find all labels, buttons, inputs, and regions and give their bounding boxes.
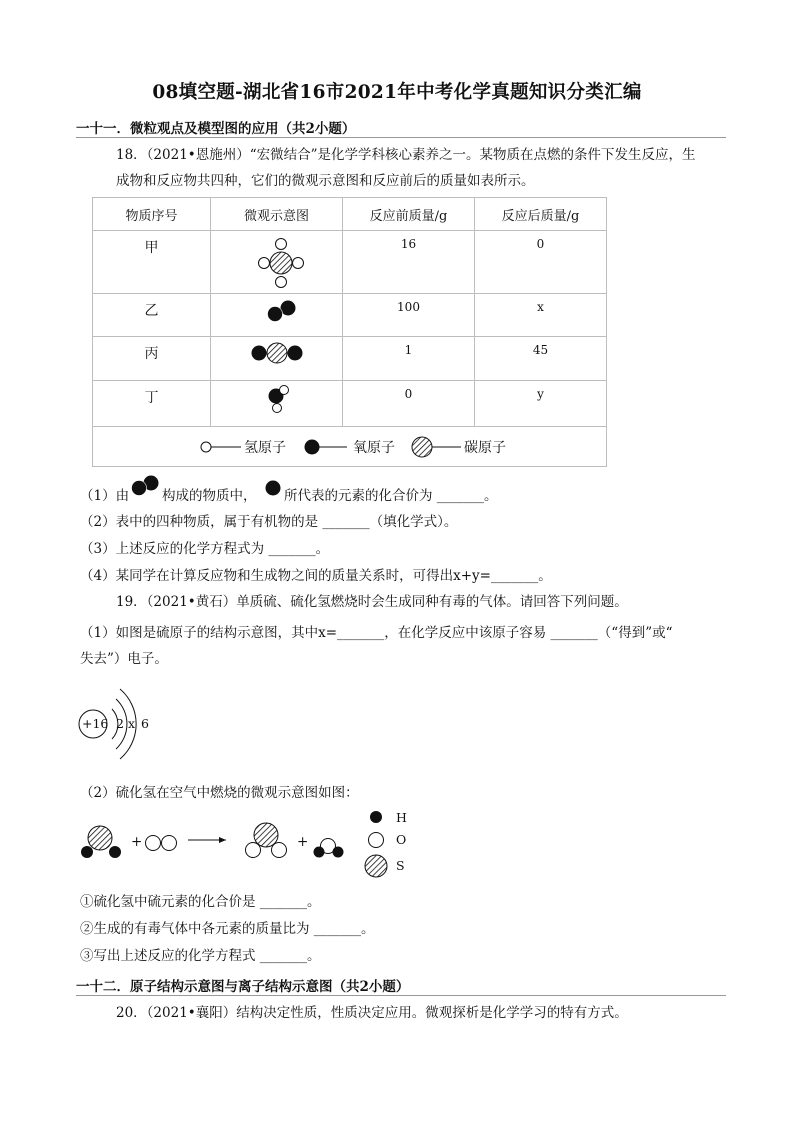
hydrogen-atom-icon	[293, 258, 304, 269]
q18-part4: （4）某同学在计算反应物和生成物之间的质量关系时，可得出x+y=_______。	[80, 568, 552, 584]
mass-before: 100	[397, 300, 420, 314]
mass-before: 16	[400, 237, 417, 251]
plus-sign: +	[297, 834, 309, 850]
q19-stem: 19．（2021•黄石）单质硫、硫化氢燃烧时会生成同种有毒的气体。请回答下列问题。	[116, 594, 628, 610]
section-heading-12: 一十二．原子结构示意图与离子结构示意图（共2小题）	[76, 979, 410, 995]
oxygen-atom-icon	[146, 836, 161, 851]
section-heading-11: 一十一．微粒观点及模型图的应用（共2小题）	[76, 121, 356, 137]
legend-label: O	[396, 832, 407, 847]
hydrogen-atom-icon	[333, 847, 344, 858]
shell-electron-count: x	[128, 716, 136, 731]
mass-after: y	[537, 387, 544, 401]
carbon-dioxide-molecule-diagram	[211, 337, 342, 380]
carbon-legend-icon	[411, 435, 463, 459]
mass-after: 45	[532, 343, 549, 357]
substance-name: 甲	[144, 240, 159, 256]
nucleus-charge: +16	[82, 716, 109, 731]
oxygen-atom-icon	[246, 843, 261, 858]
hydrogen-atom-icon	[314, 847, 325, 858]
hydrogen-atom-icon	[280, 386, 289, 395]
oxygen-molecule-icon	[126, 471, 162, 499]
sulfur-atom-icon	[254, 823, 278, 847]
hydrogen-atom-icon	[109, 846, 121, 858]
legend-label: 氢原子	[244, 439, 286, 456]
hydrogen-legend-icon	[199, 437, 245, 457]
q19-part2: （2）硫化氢在空气中燃烧的微观示意图如图：	[80, 785, 359, 801]
oxygen-legend-icon	[303, 437, 349, 457]
hydrogen-atom-icon	[81, 846, 93, 858]
q19-sub2: ②生成的有毒气体中各元素的质量比为 _______。	[80, 921, 375, 937]
carbon-atom-icon	[267, 343, 287, 363]
hydrogen-atom-icon	[259, 258, 270, 269]
substance-name: 丙	[144, 346, 159, 362]
substance-name: 丁	[144, 390, 159, 406]
oxygen-atom-icon	[288, 346, 303, 361]
q19-part1-line2: 失去”）电子。	[80, 651, 168, 667]
mass-after: x	[537, 300, 544, 314]
sulfur-legend-icon	[365, 855, 387, 877]
table-row	[93, 231, 607, 294]
legend-label: 氧原子	[353, 439, 395, 456]
header-cell: 微观示意图	[211, 198, 343, 231]
oxygen-atom-icon	[268, 307, 283, 322]
legend-label: 碳原子	[464, 439, 506, 456]
q18-part1-suffix: 所代表的元素的化合价为 _______。	[284, 488, 498, 504]
hydrogen-atom-icon	[276, 277, 287, 288]
q18-part1-middle: 构成的物质中，	[162, 488, 257, 504]
methane-molecule-diagram	[211, 231, 342, 293]
atom-legend	[93, 428, 606, 466]
q19-part1-line1: （1）如图是硫原子的结构示意图，其中x=_______，在化学反应中该原子容易 _______（“得到”或“	[80, 625, 673, 641]
mass-after: 0	[536, 237, 545, 251]
page-title: 08填空题-湖北省16市2021年中考化学真题知识分类汇编	[152, 82, 642, 103]
oxygen-atom-icon	[162, 836, 177, 851]
reaction-micro-diagram	[76, 810, 436, 880]
mass-table	[92, 197, 607, 467]
substance-name: 乙	[144, 303, 159, 319]
mass-before: 0	[404, 387, 413, 401]
header-cell: 反应后质量/g	[475, 198, 607, 231]
q20-stem: 20．（2021•襄阳）结构决定性质，性质决定应用。微观探析是化学学习的特有方式。	[116, 1005, 628, 1021]
q19-sub3: ③写出上述反应的化学方程式 _______。	[80, 948, 321, 964]
mass-before: 1	[404, 343, 413, 357]
shell-electron-count: 2	[116, 716, 124, 731]
water-molecule-diagram	[211, 381, 342, 426]
q18-part1-prefix: （1）由	[80, 488, 130, 504]
hydrogen-atom-icon	[273, 404, 282, 413]
oxygen-atom-icon	[252, 346, 267, 361]
legend-label: H	[396, 810, 407, 825]
table-header-row	[93, 198, 607, 231]
plus-sign: +	[131, 834, 143, 850]
oxygen-legend-icon	[369, 833, 384, 848]
q18-stem-line2: 成物和反应物共四种，它们的微观示意图和反应前后的质量如表所示。	[116, 173, 535, 189]
legend-label: S	[396, 858, 405, 873]
oxygen-molecule-diagram	[211, 294, 342, 336]
legend-row	[93, 427, 607, 467]
header-cell: 物质序号	[93, 198, 211, 231]
reaction-molecules	[76, 810, 436, 880]
q18-stem-line1: 18．（2021•恩施州）“宏微结合”是化学学科核心素养之一。某物质在点燃的条件下发生反应，生	[116, 147, 696, 163]
q18-part2: （2）表中的四种物质，属于有机物的是 _______（填化学式）。	[80, 514, 458, 530]
hydrogen-atom-icon	[276, 239, 287, 250]
q18-part3: （3）上述反应的化学方程式为 _______。	[80, 541, 330, 557]
sulfur-atom-structure-diagram	[76, 675, 166, 765]
sulfur-atom-icon	[88, 826, 112, 850]
hydrogen-legend-icon	[370, 811, 382, 823]
oxygen-atom-icon	[272, 843, 287, 858]
table-row	[93, 294, 607, 337]
carbon-atom-icon	[270, 252, 292, 274]
q19-sub1: ①硫化氢中硫元素的化合价是 _______。	[80, 894, 321, 910]
table-row	[93, 381, 607, 427]
oxygen-atom-icon	[263, 478, 283, 498]
section-divider	[76, 137, 726, 138]
table-row	[93, 337, 607, 381]
shell-electron-count: 6	[141, 716, 149, 731]
section-divider	[76, 995, 726, 996]
header-cell: 反应前质量/g	[343, 198, 475, 231]
